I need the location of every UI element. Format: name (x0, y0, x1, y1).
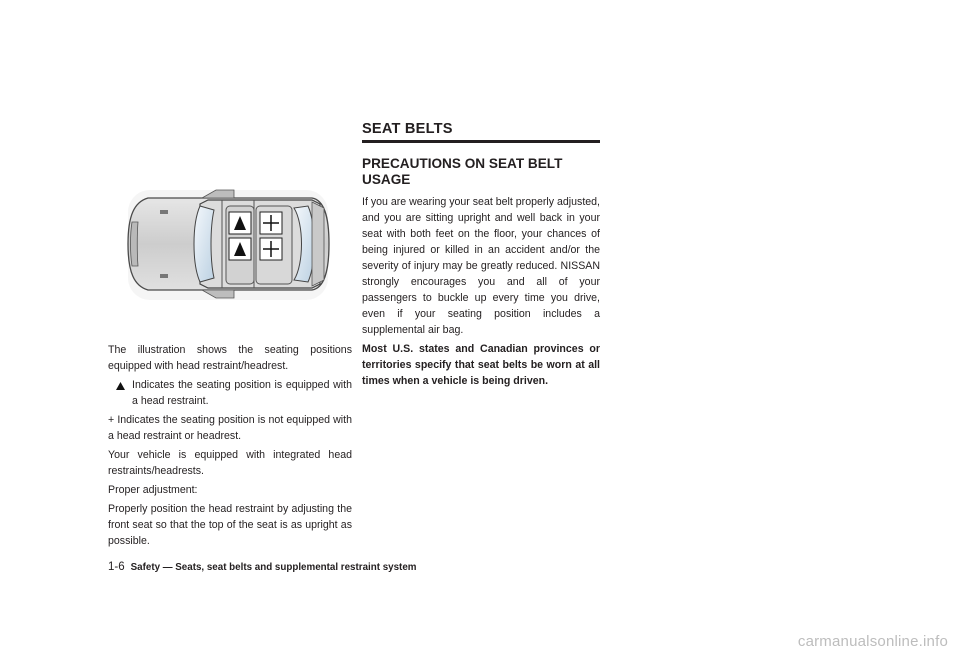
precautions-paragraph: If you are wearing your seat belt properly adjusted, and you are sitting upright and well back in your seat with both feet on the floor, your chances of being injured or killed in an accident and/or the severity of injury may be greatly reduced. NISSAN strongly encourages you and all of your passengers to buckle up every time you drive, even if your seating position includes a supplemental air bag. (362, 196, 600, 336)
subheading: PRECAUTIONS ON SEAT BELT USAGE (362, 156, 563, 187)
legend-head-restraint (108, 377, 352, 409)
legend-no-head-restraint: + Indicates the seating position is not equipped with a head restraint or headrest. (108, 414, 352, 442)
law-note: Most U.S. states and Canadian provinces or territories specify that seat belts be worn at all times when a vehicle is being driven. (362, 343, 600, 387)
left-column (108, 342, 352, 552)
triangle-icon (116, 382, 125, 390)
adjustment-paragraph: Properly position the head restraint by adjusting the front seat so that the top of the seat is as upright as possible. (108, 503, 352, 547)
page-footer (108, 561, 416, 573)
page-number: 1-6 (108, 561, 125, 573)
section-title: SEAT BELTS (362, 121, 453, 137)
right-column (362, 120, 600, 392)
adjustment-label: Proper adjustment: (108, 484, 198, 496)
watermark: carmanualsonline.info (797, 633, 948, 650)
intro-paragraph: The illustration shows the seating positions equipped with head restraint/headrest. (108, 344, 352, 372)
integrated-paragraph: Your vehicle is equipped with integrated head restraints/headrests. (108, 449, 352, 477)
legend-head-restraint-text: Indicates the seating position is equipped with a head restraint. (132, 379, 352, 407)
chapter-title: Safety — Seats, seat belts and supplemental restraint system (130, 562, 417, 573)
section-rule (362, 140, 600, 143)
vehicle-seating-illustration (122, 186, 332, 302)
